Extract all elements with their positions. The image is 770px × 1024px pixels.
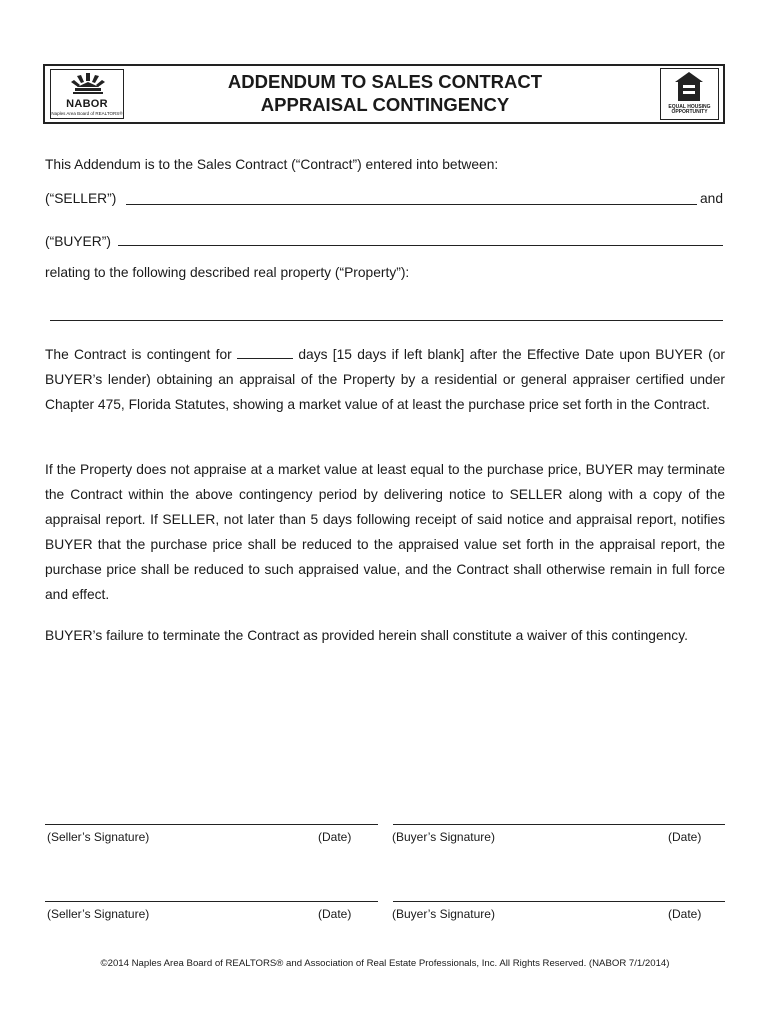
page-title: ADDENDUM TO SALES CONTRACT	[227, 71, 543, 92]
para1-end: days [15 days if left blank] after the Effective Date upon BUYER (or BUYER’s lender) obtaining an appraisal of the Property by a residential or general appraiser certified under Chapter 475, Florida Statutes, showing a market value of at least the purchase price set forth in the Contract.	[45, 347, 725, 412]
seller-signature-line-2[interactable]	[45, 901, 378, 902]
seller-date-label: (Date)	[318, 907, 352, 921]
eho-text-line2: OPPORTUNITY	[671, 109, 708, 115]
eho-text-line1: EQUAL HOUSING	[668, 104, 711, 110]
page-subtitle: APPRAISAL CONTINGENCY	[260, 94, 510, 115]
buyer-signature-line-1[interactable]	[393, 824, 725, 825]
property-label: relating to the following described real property (“Property”):	[45, 265, 410, 280]
seller-name-field[interactable]	[126, 204, 697, 205]
buyer-name-field[interactable]	[118, 245, 723, 246]
seller-signature-label: (Seller’s Signature)	[47, 907, 150, 921]
seller-signature-line-1[interactable]	[45, 824, 378, 825]
house-icon	[674, 71, 704, 103]
waiver-paragraph: BUYER’s failure to terminate the Contract as provided herein shall constitute a waiver of this contingency.	[45, 628, 688, 643]
termination-paragraph: If the Property does not appraise at a market value at least equal to the purchase price, BUYER may terminate the Contract within the above contingency period by delivering notice to SELLER along with a copy of the appraisal report. If SELLER, not later than 5 days following receipt of said notice and appraisal report, notifies BUYER that the purchase price shall be reduced to the appraised value set forth in the appraisal report, the purchase price shall be reduced to such appraised value, and the Contract shall otherwise remain in full force and effect.	[45, 462, 725, 602]
days-blank-field[interactable]	[237, 346, 293, 359]
equal-housing-logo	[660, 68, 719, 120]
seller-date-label: (Date)	[318, 830, 352, 844]
buyer-date-label: (Date)	[668, 907, 702, 921]
nabor-logo	[50, 69, 124, 119]
logo-subtitle: Naples Area Board of REALTORS®	[51, 111, 123, 116]
sunburst-icon	[69, 73, 107, 99]
seller-signature-label: (Seller’s Signature)	[47, 830, 150, 844]
buyer-date-label: (Date)	[668, 830, 702, 844]
buyer-signature-label: (Buyer’s Signature)	[392, 830, 495, 844]
contingency-paragraph	[45, 342, 725, 417]
property-description-field[interactable]	[50, 320, 723, 321]
buyer-signature-line-2[interactable]	[393, 901, 725, 902]
buyer-signature-label: (Buyer’s Signature)	[392, 907, 495, 921]
copyright-footer: ©2014 Naples Area Board of REALTORS® and Association of Real Estate Professionals, Inc. All Rights Reserved. (NABOR 7/1/2014)	[100, 958, 670, 969]
logo-name: NABOR	[66, 98, 108, 110]
buyer-label: (“BUYER”)	[45, 234, 111, 249]
intro-text: This Addendum is to the Sales Contract (“Contract”) entered into between:	[45, 157, 499, 172]
and-label: and	[700, 191, 724, 206]
seller-label: (“SELLER”)	[45, 191, 117, 206]
para1-start: The Contract is contingent for	[45, 347, 232, 362]
